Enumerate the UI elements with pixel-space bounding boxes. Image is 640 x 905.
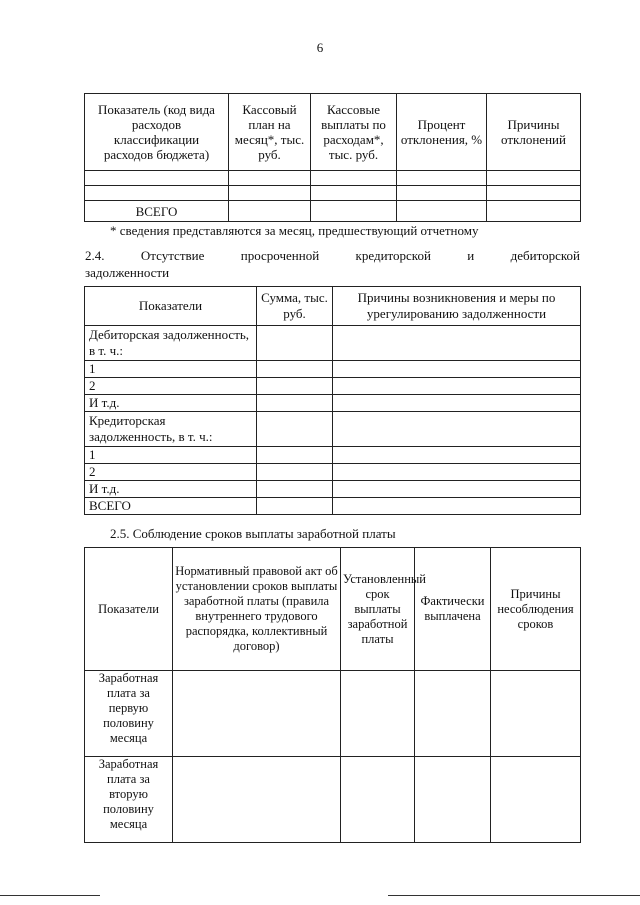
column-header-actually-paid: Фактически выплачена <box>415 548 491 671</box>
table-row <box>85 671 581 757</box>
footnote: * сведения представляются за месяц, предшествующий отчетному <box>110 223 479 238</box>
footer-rule <box>0 895 100 896</box>
column-header-causes-measures: Причины возникновения и меры по урегулированию задолженности <box>333 287 581 326</box>
section-2-5-heading: 2.5. Соблюдение сроков выплаты заработной платы <box>110 526 396 541</box>
column-header-established-term: Установленный срок выплаты заработной платы <box>341 548 415 671</box>
total-row <box>85 498 581 515</box>
row-label: И т.д. <box>85 481 257 498</box>
row-label: 1 <box>85 361 257 378</box>
section-2-4-heading: 2.4. Отсутствие просроченной кредиторской и дебиторской <box>85 248 580 263</box>
table-row <box>85 412 581 447</box>
table-header-row <box>85 548 581 671</box>
row-label: 2 <box>85 378 257 395</box>
table-row <box>85 326 581 361</box>
row-label: 2 <box>85 464 257 481</box>
salary-terms-table <box>84 547 581 843</box>
row-label: Заработная плата за вторую половину месяца <box>85 757 173 843</box>
total-row <box>85 201 581 222</box>
column-header-indicators: Показатели <box>85 548 173 671</box>
table-row <box>85 757 581 843</box>
column-header-deviation-reasons: Причины отклонений <box>487 94 581 171</box>
column-header-sum: Сумма, тыс. руб. <box>257 287 333 326</box>
row-label: Кредиторская задолженность, в т. ч.: <box>85 412 257 447</box>
cash-plan-table <box>84 93 581 222</box>
column-header-indicators: Показатели <box>85 287 257 326</box>
debt-table <box>84 286 581 515</box>
row-label: Дебиторская задолженность, в т. ч.: <box>85 326 257 361</box>
section-2-4-heading-cont: задолженности <box>85 265 170 280</box>
row-label: Заработная плата за первую половину месяца <box>85 671 173 757</box>
page-number: 6 <box>316 40 324 55</box>
table-row <box>85 464 581 481</box>
footer-rule <box>388 895 640 896</box>
table-row <box>85 378 581 395</box>
column-header-indicator: Показатель (код вида расходов классификации расходов бюджета) <box>85 94 229 171</box>
table-header-row <box>85 94 581 171</box>
table-row <box>85 171 581 186</box>
column-header-cash-payments: Кассовые выплаты по расходам*, тыс. руб. <box>311 94 397 171</box>
column-header-deviation-percent: Процент отклонения, % <box>397 94 487 171</box>
row-label: 1 <box>85 447 257 464</box>
table-header-row <box>85 287 581 326</box>
table-row <box>85 481 581 498</box>
table-row <box>85 447 581 464</box>
table-row <box>85 395 581 412</box>
column-header-legal-act: Нормативный правовой акт об установлении сроков выплаты заработной платы (правила внутреннего трудового распорядка, коллективный договор) <box>173 548 341 671</box>
table-row <box>85 361 581 378</box>
total-label: ВСЕГО <box>85 201 229 222</box>
total-label: ВСЕГО <box>85 498 257 515</box>
column-header-violation-reasons: Причины несоблюдения сроков <box>491 548 581 671</box>
column-header-cash-plan: Кассовый план на месяц*, тыс. руб. <box>229 94 311 171</box>
row-label: И т.д. <box>85 395 257 412</box>
table-row <box>85 186 581 201</box>
